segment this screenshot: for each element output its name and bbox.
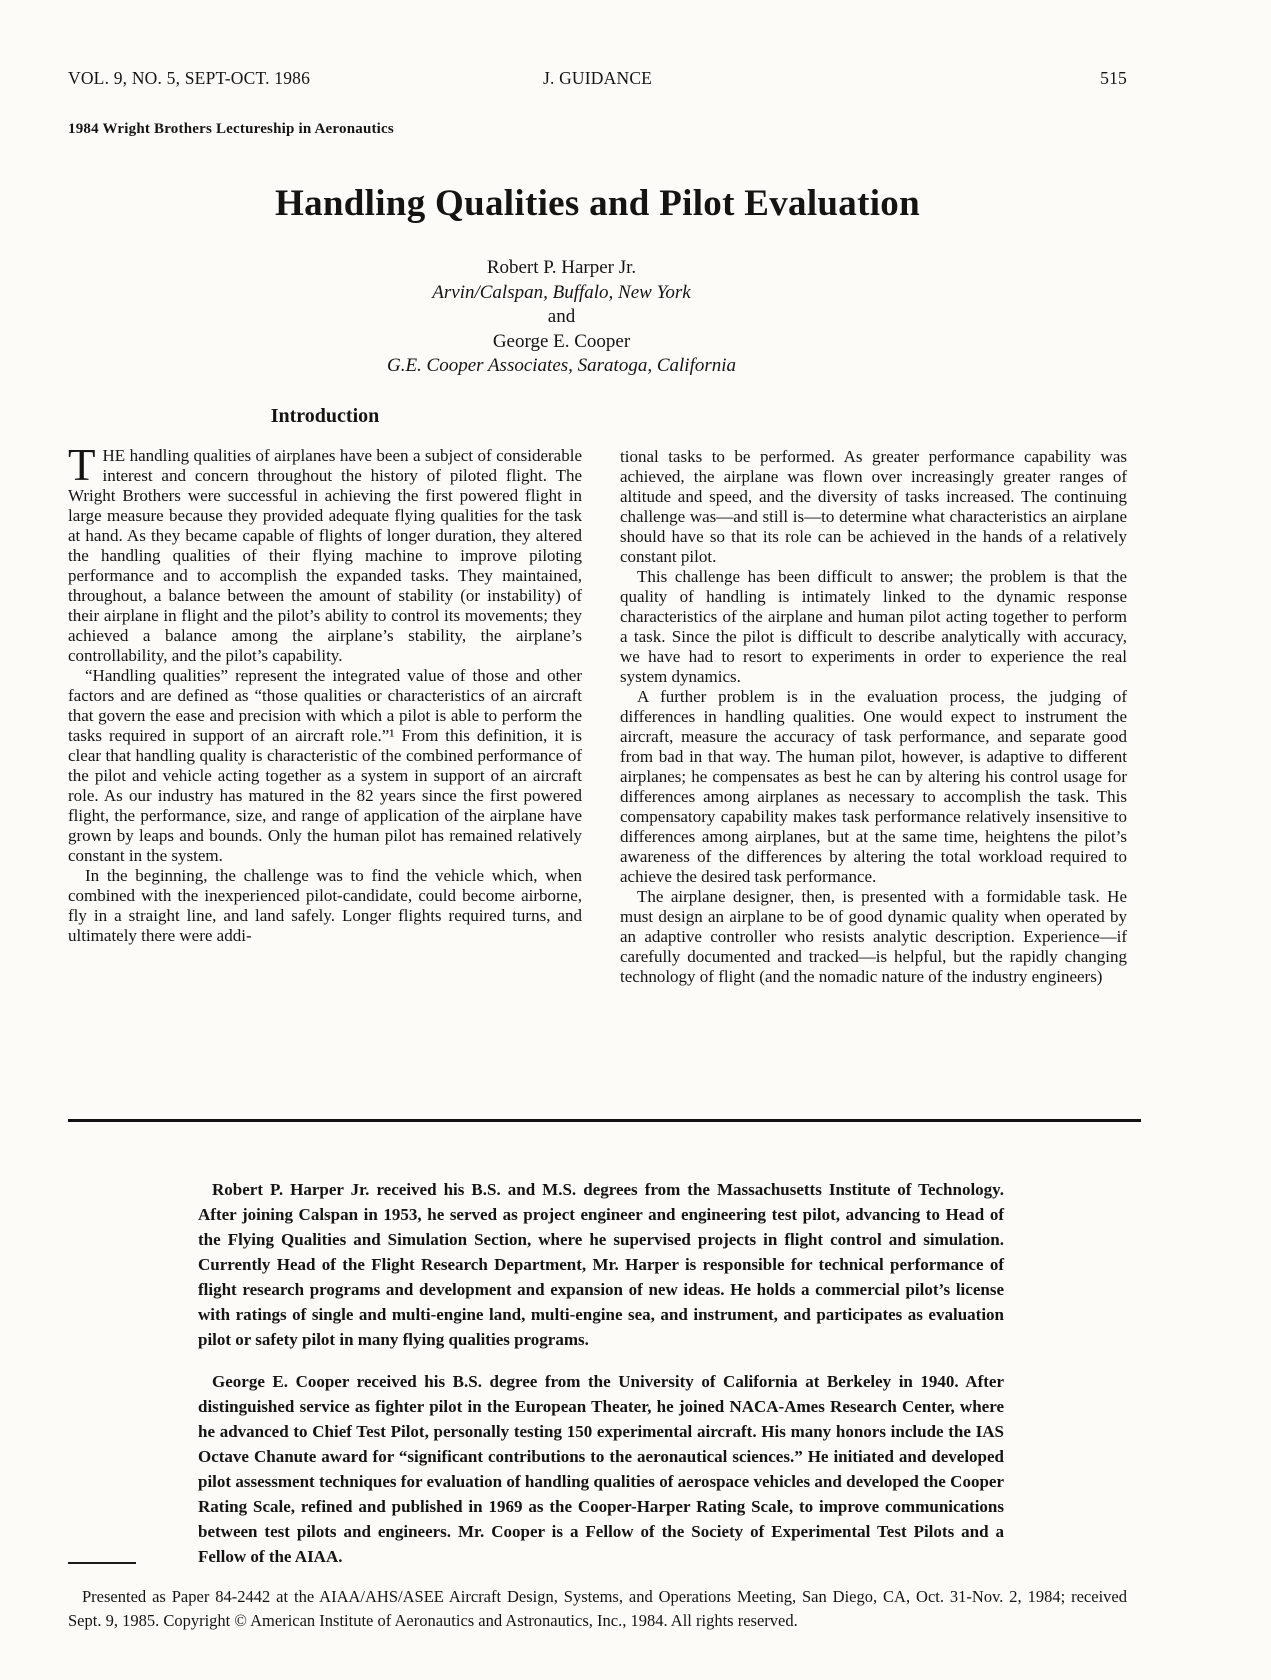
column-left	[68, 404, 582, 987]
byline	[32, 256, 1091, 379]
author-affiliation-cooper: G.E. Cooper Associates, Saratoga, California	[386, 355, 737, 376]
author-affiliation-harper: Arvin/Calspan, Buffalo, New York	[432, 281, 691, 303]
intro-paragraph-3: In the beginning, the challenge was to find the vehicle which, when combined with the inexperienced pilot-candidate, could become airborne, fly in a straight line, and land safely. Longer flights required turns, and ultimately there were addi-	[68, 866, 582, 945]
intro-paragraph-1	[68, 440, 582, 666]
volume-issue-label: VOL. 9, NO. 5, SEPT-OCT. 1986	[68, 68, 311, 88]
bio-divider-rule	[68, 1119, 1141, 1122]
running-head	[68, 68, 1127, 89]
column-right	[620, 447, 1127, 987]
intro-paragraph-7: The airplane designer, then, is presented with a formidable task. He must design an airplane to be of good dynamic quality when operated by an adaptive controller who resists analytic description. Experience—if carefully documented and tracked—is helpful, but the rapidly changing technology of flight (and the nomadic nature of the industry engineers)	[620, 887, 1127, 986]
paper-title: Handling Qualities and Pilot Evaluation	[275, 182, 920, 224]
author-name-cooper: George E. Cooper	[492, 330, 631, 352]
bio-harper: Robert P. Harper Jr. received his B.S. and M.S. degrees from the Massachusetts Institute of Technology. After joining Calspan in 1953, he served as project engineer and engineering test pilot, advancing to Head of the Flying Qualities and Simulation Section, where he supervised projects in flight control and simulation. Currently Head of the Flight Research Department, Mr. Harper is responsible for technical performance of flight research programs and development and expansion of new ideas. He holds a commercial pilot’s license with ratings of single and multi-engine land, multi-engine sea, and instrument, and participates as evaluation pilot or safety pilot in many flying qualities programs.	[198, 1180, 1004, 1349]
footnote-text: Presented as Paper 84-2442 at the AIAA/AHS/ASEE Aircraft Design, Systems, and Operations Meeting, San Diego, CA, Oct. 31-Nov. 2, 1984; received Sept. 9, 1985. Copyright © American Institute of Aeronautics and Astronautics, Inc., 1984. All rights reserved.	[68, 1586, 1127, 1630]
intro-paragraph-6: A further problem is in the evaluation process, the judging of differences in handling qualities. One would expect to instrument the aircraft, measure the accuracy of task performance, and separate good from bad in that way. The human pilot, however, is adaptive to different airplanes; he compensates as best he can by altering his control usage for differences among airplanes as necessary to accomplish the task. This compensatory capability makes task performance relatively insensitive to differences among airplanes, but at the same time, heightens the pilot’s awareness of the differences by altering the total workload required to achieve the desired task performance.	[620, 687, 1127, 886]
page-number: 515	[1100, 68, 1128, 88]
author-name-harper: Robert P. Harper Jr.	[486, 257, 637, 278]
body-columns	[68, 404, 1127, 987]
intro-paragraph-4: tional tasks to be performed. As greater performance capability was achieved, the airplane was flown over increasingly greater ranges of altitude and speed, and the diversity of tasks increased. The continuing challenge was—and still is—to determine what characteristics an airplane should have so that its role can be achieved in the hands of a relatively constant pilot.	[620, 447, 1127, 566]
bio-cooper: George E. Cooper received his B.S. degree from the University of California at Berkeley in 1940. After distinguished service as fighter pilot in the European Theater, he joined NACA-Ames Research Center, where he advanced to Chief Test Pilot, personally testing 150 experimental aircraft. His many honors include the IAS Octave Chanute award for “significant contributions to the aeronautical sciences.” He initiated and developed pilot assessment techniques for evaluation of handling qualities of aerospace vehicles and developed the Cooper Rating Scale, refined and published in 1969 as the Cooper-Harper Rating Scale, to improve communications between test pilots and engineers. Mr. Cooper is a Fellow of the Society of Experimental Test Pilots and a Fellow of the AIAA.	[198, 1372, 1004, 1566]
journal-name: J. GUIDANCE	[542, 68, 653, 88]
byline-and-separator: and	[547, 306, 576, 327]
intro-paragraph-1-text: HE handling qualities of airplanes have been a subject of considerable interest and concern throughout the history of piloted flight. The Wright Brothers were successful in achieving the first powered flight in large measure because they provided adequate flying qualities for the task at hand. As they became capable of flights of longer duration, they altered the handling qualities of their flying machine to improve piloting performance and to accomplish the expanded tasks. They maintained, throughout, a balance between the amount of stability (or instability) of their airplane in flight and the pilot’s ability to control its movements; they achieved a balance among the airplane’s stability, the airplane’s controllability, and the pilot’s capability.	[68, 446, 582, 665]
dropcap-letter: T	[68, 440, 96, 490]
footnote-rule	[68, 1562, 136, 1564]
section-heading-introduction: Introduction	[270, 405, 380, 427]
intro-paragraph-2: “Handling qualities” represent the integrated value of those and other factors and are defined as “those qualities or characteristics of an aircraft that govern the ease and precision with which a pilot is able to perform the tasks required in support of an aircraft role.”¹ From this definition, it is clear that handling quality is characteristic of the combined performance of the pilot and vehicle acting together as a system in support of an aircraft role. As our industry has matured in the 82 years since the first powered flight, the performance, size, and range of application of the airplane have grown by leaps and bounds. Only the human pilot has remained relatively constant in the system.	[68, 666, 582, 865]
lectureship-label: 1984 Wright Brothers Lectureship in Aeronautics	[68, 121, 394, 137]
intro-paragraph-5: This challenge has been difficult to answer; the problem is that the quality of handling is intimately linked to the dynamic response characteristics of the airplane and human pilot acting together to perform a task. Since the pilot is difficult to describe analytically with accuracy, we have had to resort to experiments in order to experience the real system dynamics.	[620, 567, 1127, 686]
